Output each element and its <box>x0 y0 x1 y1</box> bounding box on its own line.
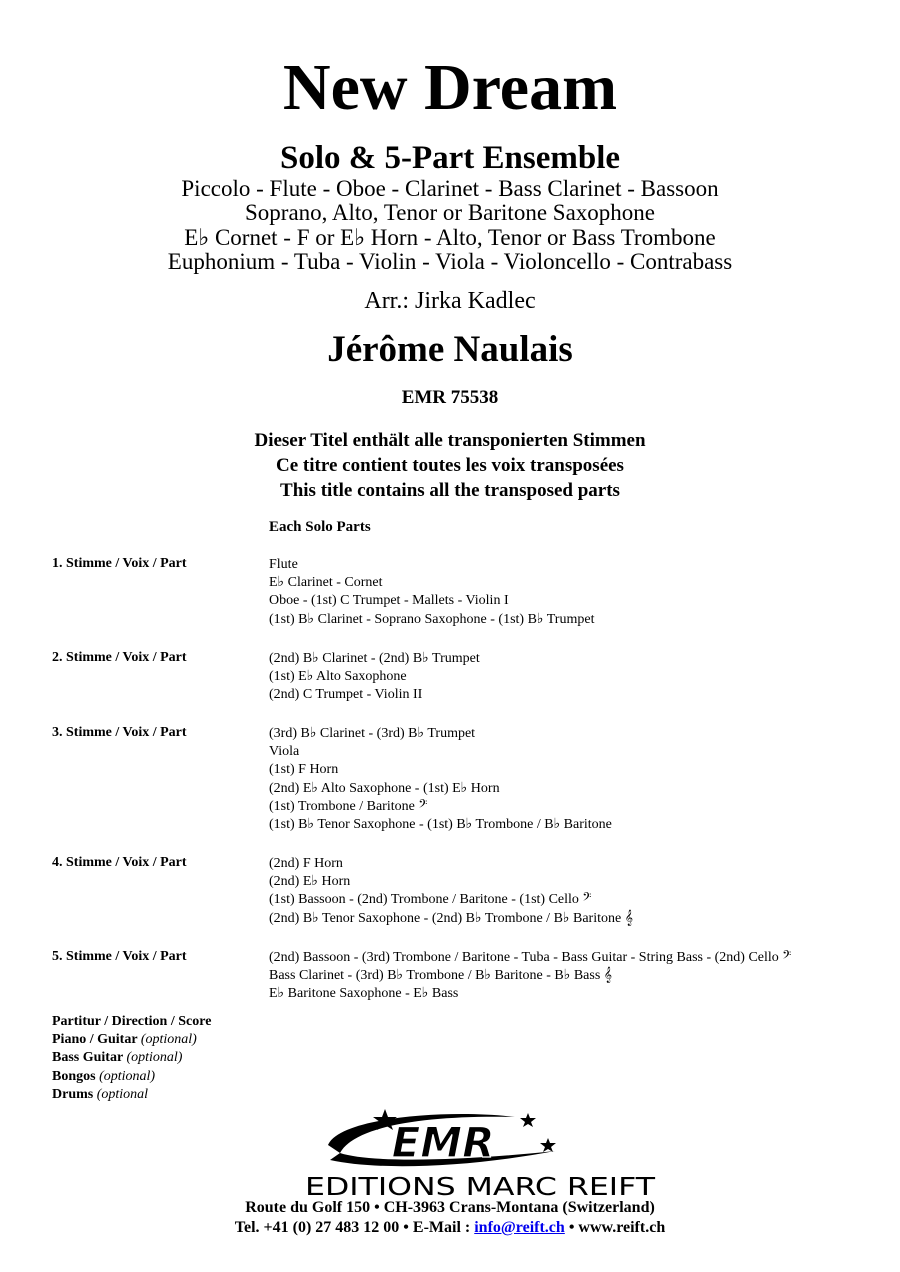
contact-line <box>0 1218 900 1238</box>
extra-part <box>52 1068 155 1086</box>
emr-logo-mark: EMR <box>391 1118 495 1167</box>
extra-part <box>52 1049 182 1067</box>
composer: Jérôme Naulais <box>327 329 573 370</box>
instrumentation-line: E♭ Cornet - F or E♭ Horn - Alto, Tenor or Bass Trombone <box>184 225 716 250</box>
part-instrument-line: Oboe - (1st) C Trumpet - Mallets - Violin I <box>269 593 509 609</box>
part-label: 4. Stimme / Voix / Part <box>52 855 187 870</box>
extra-part <box>52 1086 148 1104</box>
part-instrument-line: (1st) Trombone / Baritone 𝄢 <box>269 798 428 814</box>
transposition-note: This title contains all the transposed parts <box>280 480 620 501</box>
part-instrument-line: Viola <box>269 744 300 760</box>
instrumentation-line: Soprano, Alto, Tenor or Baritone Saxophone <box>245 200 655 225</box>
extra-part-name: Partitur / Direction / Score <box>52 1014 212 1029</box>
email-link[interactable]: info@reift.ch <box>474 1219 565 1236</box>
part-instrument-line: (2nd) F Horn <box>269 856 343 871</box>
optional-note: (optional) <box>140 1032 197 1048</box>
subtitle: Solo & 5-Part Ensemble <box>279 140 621 176</box>
instrumentation-line: Piccolo - Flute - Oboe - Clarinet - Bass Clarinet - Bassoon <box>181 176 719 201</box>
part-label: 2. Stimme / Voix / Part <box>52 650 187 665</box>
emr-logo <box>300 1105 660 1203</box>
instrumentation-line: Euphonium - Tuba - Violin - Viola - Violoncello - Contrabass <box>167 249 733 274</box>
part-instrument-line: (2nd) C Trumpet - Violin II <box>269 687 423 703</box>
website-text: • www.reift.ch <box>564 1219 666 1236</box>
part-instrument-line: (1st) B♭ Clarinet - Soprano Saxophone - (1st) B♭ Trumpet <box>269 611 595 627</box>
title: New Dream <box>282 51 618 124</box>
optional-note: (optional <box>96 1086 149 1102</box>
part-instrument-line: (1st) E♭ Alto Saxophone <box>269 669 407 685</box>
catalog-number: EMR 75538 <box>401 387 499 408</box>
part-instrument-line: E♭ Baritone Saxophone - E♭ Bass <box>269 986 459 1002</box>
phone-text: Tel. +41 (0) 27 483 12 00 • E-Mail : <box>234 1219 475 1236</box>
part-instrument-line: (1st) Bassoon - (2nd) Trombone / Baritone - (1st) Cello 𝄢 <box>269 892 592 908</box>
part-instrument-line: E♭ Clarinet - Cornet <box>269 575 383 591</box>
part-instrument-line: (2nd) Bassoon - (3rd) Trombone / Baritone - Tuba - Bass Guitar - String Bass - (2nd) Cello 𝄢 <box>269 950 792 965</box>
part-label: 3. Stimme / Voix / Part <box>52 725 187 740</box>
transposition-note: Ce titre contient toutes les voix transposées <box>276 455 624 476</box>
extra-part <box>52 1013 211 1031</box>
extra-part-name: Piano / Guitar <box>52 1032 138 1048</box>
part-instrument-line: (2nd) B♭ Tenor Saxophone - (2nd) B♭ Trombone / B♭ Baritone 𝄞 <box>269 910 633 926</box>
part-instrument-line: (1st) B♭ Tenor Saxophone - (1st) B♭ Trombone / B♭ Baritone <box>269 817 612 832</box>
part-instrument-line: (2nd) E♭ Alto Saxophone - (1st) E♭ Horn <box>269 780 500 796</box>
part-instrument-line: Flute <box>269 557 298 572</box>
extra-part-name: Drums <box>52 1086 94 1102</box>
part-label: 5. Stimme / Voix / Part <box>52 949 187 964</box>
star-icon <box>520 1113 536 1127</box>
extra-part-name: Bongos <box>52 1068 96 1084</box>
part-instrument-line: (2nd) B♭ Clarinet - (2nd) B♭ Trumpet <box>269 651 480 666</box>
arranger: Arr.: Jirka Kadlec <box>364 288 536 314</box>
extra-part <box>52 1031 197 1049</box>
star-icon <box>540 1138 556 1152</box>
part-instrument-line: (1st) F Horn <box>269 762 339 778</box>
each-solo-heading: Each Solo Parts <box>269 519 371 535</box>
optional-note: (optional) <box>126 1050 183 1066</box>
optional-note: (optional) <box>99 1068 156 1084</box>
part-instrument-line: (2nd) E♭ Horn <box>269 874 351 890</box>
transposition-note: Dieser Titel enthält alle transponierten Stimmen <box>254 430 646 451</box>
address: Route du Golf 150 • CH-3963 Crans-Montana (Switzerland) <box>245 1199 655 1216</box>
part-instrument-line: Bass Clarinet - (3rd) B♭ Trombone / B♭ Baritone - B♭ Bass 𝄞 <box>269 968 613 984</box>
part-label: 1. Stimme / Voix / Part <box>52 556 187 571</box>
emr-logo-name: EDITIONS MARC REIFT <box>305 1172 656 1201</box>
extra-part-name: Bass Guitar <box>52 1050 123 1066</box>
part-instrument-line: (3rd) B♭ Clarinet - (3rd) B♭ Trumpet <box>269 726 476 741</box>
